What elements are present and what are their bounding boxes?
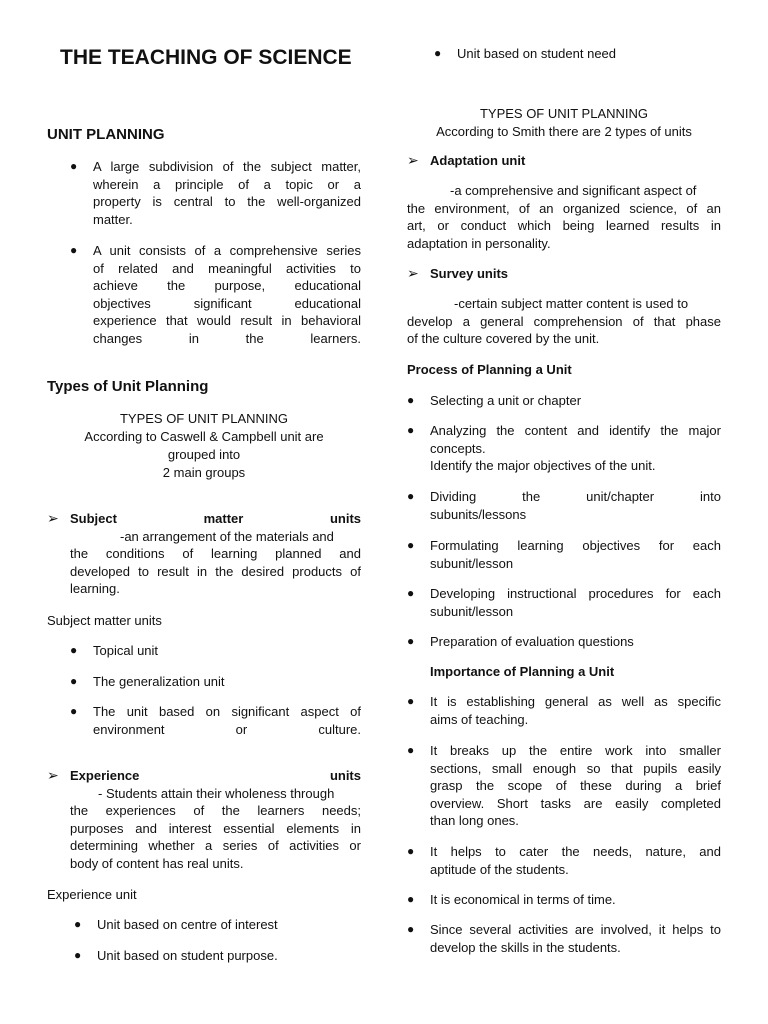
list-item: environment or culture. <box>93 721 361 737</box>
bullet-icon: ● <box>407 922 415 936</box>
list-item: The unit based on significant aspect of <box>93 704 361 719</box>
adaptation-desc: adaptation in personality. <box>407 235 551 251</box>
list-item: wherein a principle of a topic or a <box>93 176 361 192</box>
bullet-icon: ● <box>407 634 415 648</box>
list-item: property is central to the well-organized <box>93 194 361 209</box>
list-item: aims of teaching. <box>430 711 529 727</box>
list-item: It helps to cater the needs, nature, and <box>430 844 721 859</box>
subject-matter-units-label: Subject matter units <box>47 613 162 628</box>
bullet-icon: ● <box>74 948 82 962</box>
bullet-icon: ● <box>407 538 415 552</box>
adaptation-label: Adaptation unit <box>430 153 526 168</box>
arrow-bullet-icon: ➢ <box>47 767 59 783</box>
list-item: matter. <box>93 211 133 227</box>
experience-label: Experience units <box>70 768 361 783</box>
subject-matter-desc: developed to result in the desired products of <box>70 563 361 579</box>
list-item: A large subdivision of the subject matter, <box>93 159 361 174</box>
centered-line: grouped into <box>167 447 241 462</box>
list-item: Unit based on student need <box>457 46 617 61</box>
list-item: It breaks up the entire work into smaller <box>430 743 721 758</box>
list-item: Analyzing the content and identify the major <box>430 423 721 438</box>
list-item <box>430 488 721 506</box>
bullet-icon: ● <box>70 643 78 657</box>
bullet-icon: ● <box>407 393 415 407</box>
list-item: grasp the scope of these during a brief <box>430 778 721 793</box>
bullet-icon: ● <box>70 159 78 173</box>
experience-desc: - Students attain their wholeness through <box>98 785 335 801</box>
list-item: than long ones. <box>430 813 519 828</box>
adaptation-desc: -a comprehensive and significant aspect of <box>450 183 697 198</box>
survey-label: Survey units <box>430 266 509 281</box>
centered-line: 2 main groups <box>162 465 246 480</box>
importance-heading: Importance of Planning a Unit <box>430 664 615 679</box>
list-item: concepts. <box>430 440 486 456</box>
experience-desc: the experiences of the learners needs; <box>70 803 361 818</box>
centered-line: According to Smith there are 2 types of units <box>436 124 692 139</box>
list-item: Topical unit <box>93 643 159 658</box>
bullet-icon: ● <box>407 423 415 437</box>
centered-line: According to Caswell & Campbell unit are <box>84 429 324 444</box>
bullet-icon: ● <box>407 844 415 858</box>
bullet-icon: ● <box>74 917 82 931</box>
survey-desc: develop a general comprehension of that phase <box>407 313 721 329</box>
centered-line: TYPES OF UNIT PLANNING <box>479 106 649 121</box>
adaptation-desc: art, or conduct which being learned results in <box>407 218 721 233</box>
list-item-line: Dividing the unit/chapter into <box>430 489 721 504</box>
list-item: overview. Short tasks are easily completed <box>430 795 721 811</box>
list-item: subunit/lesson <box>430 603 514 619</box>
bullet-icon: ● <box>407 489 415 503</box>
list-item: The generalization unit <box>93 674 225 689</box>
survey-desc: of the culture covered by the unit. <box>407 331 600 346</box>
bullet-icon: ● <box>407 694 415 708</box>
list-item: changes in the learners. <box>93 330 361 346</box>
list-item: It is establishing general as well as specific <box>430 694 721 709</box>
experience-desc: purposes and interest essential elements in <box>70 820 361 836</box>
list-item: sections, small enough so that pupils easily <box>430 760 721 776</box>
experience-desc: determining whether a series of activities or <box>70 838 361 853</box>
list-item: It is economical in terms of time. <box>430 892 616 907</box>
list-item: Identify the major objectives of the unit. <box>430 458 656 473</box>
list-item: Unit based on centre of interest <box>97 917 278 932</box>
list-item: achieve the purpose, educational <box>93 278 361 293</box>
bullet-icon: ● <box>70 674 78 688</box>
arrow-bullet-icon: ➢ <box>47 510 59 526</box>
list-item: experience that would result in behavioral <box>93 313 361 328</box>
experience-unit-label: Experience unit <box>47 887 137 902</box>
experience-desc: body of content has real units. <box>70 855 244 871</box>
list-item: Selecting a unit or chapter <box>430 393 582 408</box>
subject-matter-desc: -an arrangement of the materials and <box>120 528 334 544</box>
list-item: Since several activities are involved, it helps to <box>430 922 721 937</box>
bullet-icon: ● <box>434 46 442 60</box>
arrow-bullet-icon: ➢ <box>407 152 419 168</box>
list-item: of related and meaningful activities to <box>93 260 361 276</box>
subject-matter-desc: the conditions of learning planned and <box>70 546 361 561</box>
centered-line: TYPES OF UNIT PLANNING <box>119 411 289 426</box>
arrow-bullet-icon: ➢ <box>407 265 419 281</box>
list-item: develop the skills in the students. <box>430 939 621 955</box>
bullet-icon: ● <box>407 586 415 600</box>
bullet-icon: ● <box>70 704 78 718</box>
list-item: subunits/lessons <box>430 506 527 522</box>
adaptation-desc: the environment, of an organized science, of an <box>407 200 721 216</box>
page-title: THE TEACHING OF SCIENCE <box>60 46 352 69</box>
list-item: Preparation of evaluation questions <box>430 634 634 649</box>
list-item: subunit/lesson <box>430 555 514 571</box>
subject-matter-desc: learning. <box>70 581 120 596</box>
types-heading: Types of Unit Planning <box>47 378 209 395</box>
unit-planning-heading: UNIT PLANNING <box>47 126 165 143</box>
survey-desc: -certain subject matter content is used to <box>454 296 689 311</box>
list-item: Developing instructional procedures for each <box>430 586 721 601</box>
list-item: objectives significant educational <box>93 295 361 311</box>
list-item: aptitude of the students. <box>430 861 569 877</box>
bullet-icon: ● <box>70 243 78 257</box>
bullet-icon: ● <box>407 892 415 906</box>
subject-matter-label: Subject matter units <box>70 511 361 526</box>
list-item: A unit consists of a comprehensive series <box>93 243 361 258</box>
list-item: Unit based on student purpose. <box>97 948 278 963</box>
bullet-icon: ● <box>407 743 415 757</box>
process-heading: Process of Planning a Unit <box>407 362 572 377</box>
list-item: Formulating learning objectives for each <box>430 538 721 553</box>
